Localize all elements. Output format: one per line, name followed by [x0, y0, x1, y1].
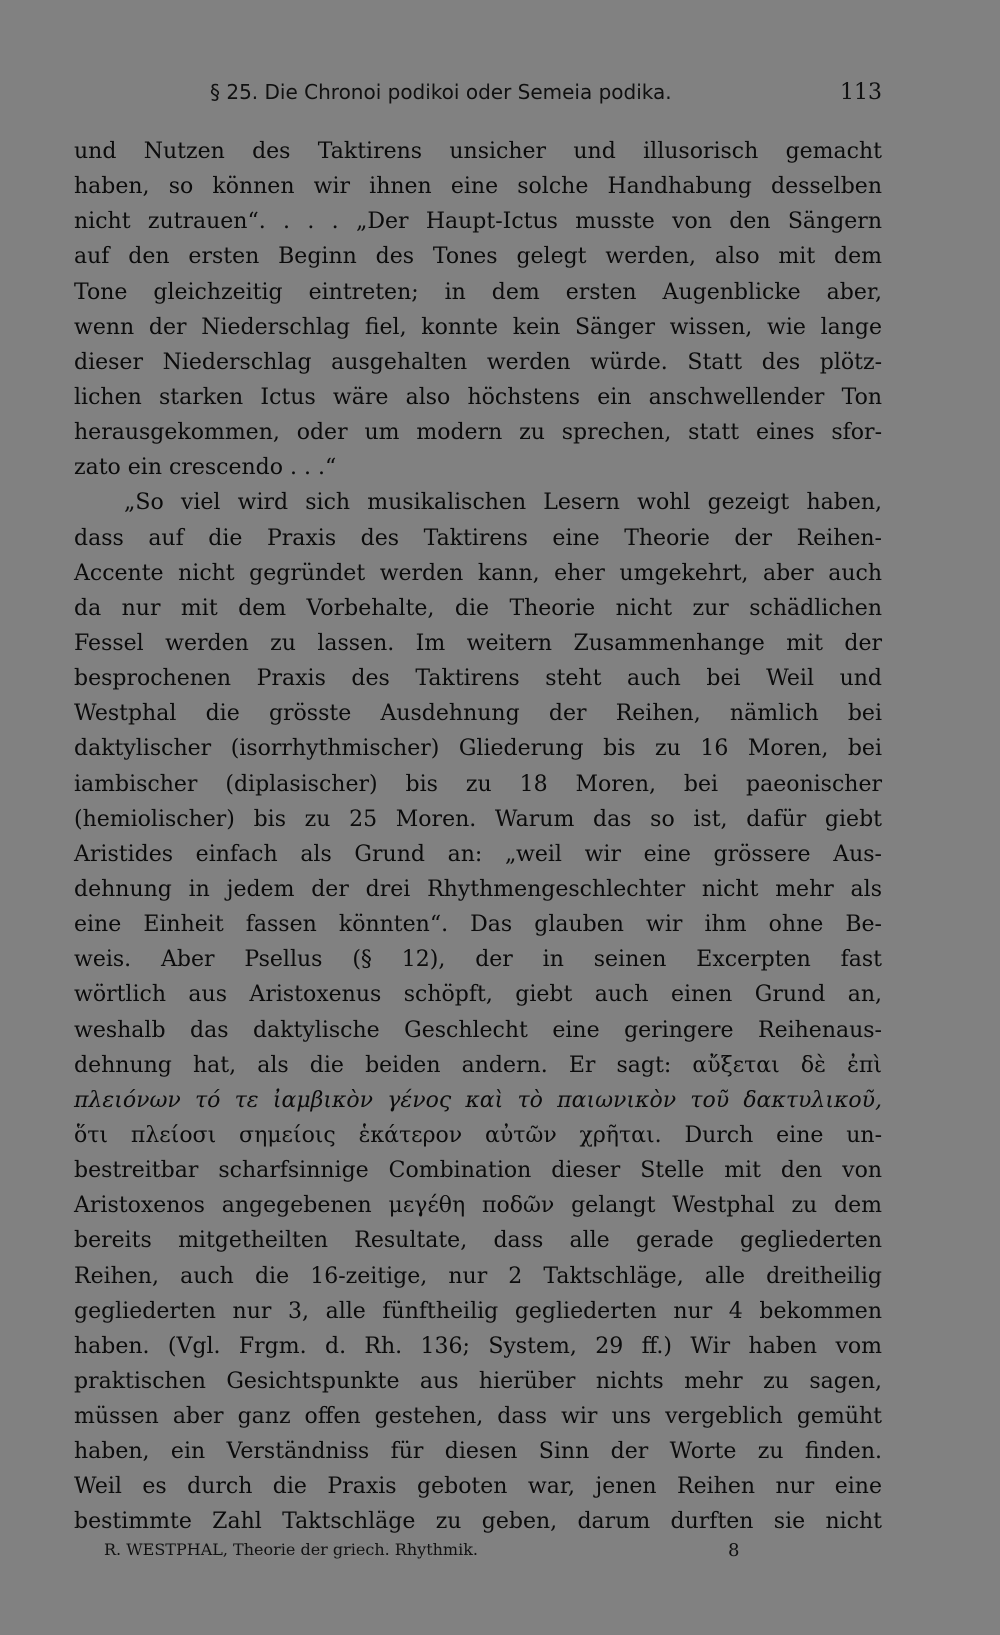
- text-line: πλειόνων τό τε ἰαμβικὸν γένος καὶ τὸ παιωνικὸν τοῦ δακτυλικοῦ,: [74, 1087, 882, 1113]
- text-line: wenn der Niederschlag fiel, konnte kein Sänger wissen, wie lange: [74, 314, 882, 340]
- text-line: da nur mit dem Vorbehalte, die Theorie nicht zur schädlichen: [74, 595, 882, 621]
- text-line: herausgekommen, oder um modern zu sprechen, statt eines sfor-: [74, 420, 882, 446]
- text-line: daktylischer (isorrhythmischer) Gliederung bis zu 16 Moren, bei: [74, 736, 882, 762]
- text-line: praktischen Gesichtspunkte aus hierüber nichts mehr zu sagen,: [74, 1368, 882, 1394]
- text-line: Weil es durch die Praxis geboten war, jenen Reihen nur eine: [74, 1474, 882, 1500]
- text-line: dehnung hat, als die beiden andern. Er sagt: αὔξεται δὲ ἐπὶ: [74, 1052, 882, 1078]
- text-line: Westphal die grösste Ausdehnung der Reihen, nämlich bei: [74, 701, 882, 727]
- page-footer: [74, 1540, 882, 1566]
- text-line: ὅτι πλείοσι σημείοις ἑκάτερον αὐτῶν χρῆται. Durch eine un-: [74, 1122, 882, 1148]
- text-line: Tone gleichzeitig eintreten; in dem ersten Augenblicke aber,: [74, 279, 882, 305]
- text-line: müssen aber ganz offen gestehen, dass wir uns vergeblich gemüht: [74, 1404, 882, 1430]
- text-line: auf den ersten Beginn des Tones gelegt werden, also mit dem: [74, 244, 882, 270]
- body-text: [74, 134, 882, 1540]
- text-line: weis. Aber Psellus (§ 12), der in seinen Excerpten fast: [74, 947, 882, 973]
- text-line: lichen starken Ictus wäre also höchstens ein anschwellender Ton: [74, 384, 882, 410]
- signature-mark: 8: [728, 1540, 740, 1561]
- text-line: Aristoxenos angegebenen μεγέθη ποδῶν gelangt Westphal zu dem: [74, 1193, 882, 1219]
- text-line: gegliederten nur 3, alle fünftheilig gegliederten nur 4 bekommen: [74, 1298, 882, 1324]
- running-head: [74, 80, 882, 114]
- text-line: nicht zutrauen“. . . . „Der Haupt-Ictus musste von den Sängern: [74, 209, 882, 235]
- text-line: dehnung in jedem der drei Rhythmengeschlechter nicht mehr als: [74, 876, 882, 902]
- text-line: dieser Niederschlag ausgehalten werden würde. Statt des plötz-: [74, 349, 882, 375]
- text-line: haben. (Vgl. Frgm. d. Rh. 136; System, 29 ff.) Wir haben vom: [74, 1333, 882, 1359]
- text-line: wörtlich aus Aristoxenus schöpft, giebt auch einen Grund an,: [74, 982, 882, 1008]
- text-line: eine Einheit fassen könnten“. Das glauben wir ihm ohne Be-: [74, 912, 882, 938]
- text-line: bestimmte Zahl Taktschläge zu geben, darum durften sie nicht: [74, 1509, 882, 1535]
- text-line: weshalb das daktylische Geschlecht eine geringere Reihenaus-: [74, 1017, 882, 1043]
- running-head-title: § 25. Die Chronoi podikoi oder Semeia podika.: [210, 80, 672, 104]
- text-line: besprochenen Praxis des Taktirens steht auch bei Weil und: [74, 666, 882, 692]
- text-line: Reihen, auch die 16-zeitige, nur 2 Taktschläge, alle dreitheilig: [74, 1263, 882, 1289]
- text-line: und Nutzen des Taktirens unsicher und illusorisch gemacht: [74, 139, 882, 164]
- text-line: dass auf die Praxis des Taktirens eine Theorie der Reihen-: [74, 525, 882, 551]
- page-number: 113: [840, 80, 882, 105]
- text-line: bestreitbar scharfsinnige Combination dieser Stelle mit den von: [74, 1158, 882, 1184]
- text-line: Fessel werden zu lassen. Im weitern Zusammenhange mit der: [74, 630, 882, 656]
- text-line: „So viel wird sich musikalischen Lesern wohl gezeigt haben,: [124, 490, 882, 516]
- text-line: iambischer (diplasischer) bis zu 18 Moren, bei paeonischer: [74, 771, 882, 797]
- text-line: zato ein crescendo . . .“: [74, 455, 337, 481]
- text-line: Aristides einfach als Grund an: „weil wir eine grössere Aus-: [74, 841, 882, 867]
- text-line: (hemiolischer) bis zu 25 Moren. Warum das so ist, dafür giebt: [74, 806, 882, 832]
- text-line: bereits mitgetheilten Resultate, dass alle gerade gegliederten: [74, 1228, 882, 1254]
- footer-credit: R. WESTPHAL, Theorie der griech. Rhythmik.: [104, 1540, 478, 1559]
- text-line: Accente nicht gegründet werden kann, eher umgekehrt, aber auch: [74, 560, 882, 586]
- text-line: haben, so können wir ihnen eine solche Handhabung desselben: [74, 174, 882, 200]
- text-line: haben, ein Verständniss für diesen Sinn der Worte zu finden.: [74, 1439, 882, 1465]
